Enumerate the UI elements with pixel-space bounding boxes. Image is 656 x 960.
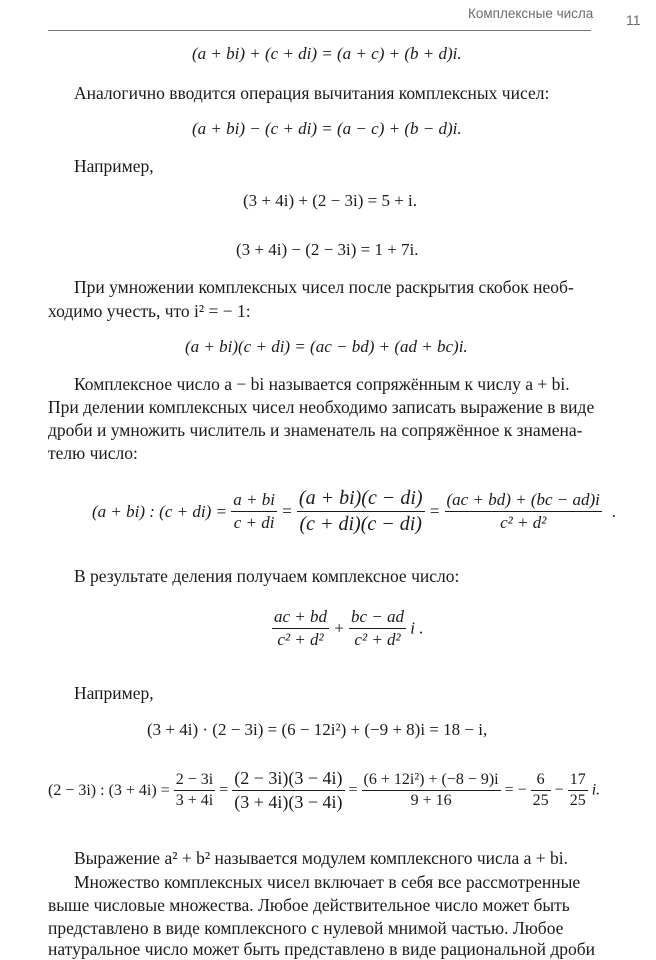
example-division-lhs: (2 − 3i) : (3 + 4i) = — [48, 781, 170, 799]
example-fraction-1-denominator: 3 + 4i — [175, 792, 214, 809]
division-fraction-2 — [297, 487, 425, 536]
formula-example-division: (2 − 3i) : (3 + 4i) = $\frac{2 - 3i}{3 + 4i}$ = $\frac{(2 - 3i)(3 - 4i)}{(3 + 4i)(3 - 4i)}$ = $\frac{\text{(6 + 12i²) + (−8 − 9)i}}{9 + 16}$ = − $\frac{6}{25}$ − $\frac{17}{25}$ i. — [48, 768, 601, 812]
paragraph-example-1: Например, — [74, 156, 154, 176]
example-fraction-5-denominator: 25 — [569, 792, 586, 809]
division-fraction-3-numerator: (ac + bd) + (bc − ad)i — [445, 490, 602, 512]
paragraph-sets-line-2: выше числовые множества. Любое действительное число может быть — [48, 895, 570, 915]
result-fraction-imag — [349, 607, 406, 650]
formula-addition: (a + bi) + (c + di) = (a + c) + (b + d)i. — [192, 44, 462, 63]
division-fraction-3 — [445, 490, 602, 533]
division-lhs: (a + bi) : (c + di) = — [92, 501, 227, 521]
formula-example-add: (3 + 4i) + (2 − 3i) = 5 + i. — [243, 191, 418, 210]
division-fraction-2-denominator: (c + di)(c − di) — [299, 513, 422, 535]
paragraph-multiplication-line-2: ходимо учесть, что i² = − 1: — [48, 301, 251, 321]
example-fraction-2 — [232, 768, 344, 813]
formula-example-sub: (3 + 4i) − (2 − 3i) = 1 + 7i. — [236, 240, 419, 259]
formula-multiplication: (a + bi)(c + di) = (ac − bd) + (ad + bc)i. — [185, 337, 468, 356]
example-fraction-4-denominator: 25 — [532, 792, 549, 809]
division-fraction-1 — [231, 490, 277, 533]
example-fraction-2-numerator: (2 − 3i)(3 − 4i) — [232, 768, 344, 791]
example-fraction-2-denominator: (3 + 4i)(3 − 4i) — [234, 792, 343, 812]
example-fraction-4-numerator: 6 — [531, 771, 551, 791]
page-number: 11 — [626, 12, 641, 28]
paragraph-sets-line-4: натуральное число может быть представлено в виде рациональной дроби — [48, 939, 596, 959]
example-fraction-1-numerator: 2 − 3i — [174, 771, 215, 791]
formula-division-result: $\frac{ac + bd}{\text{c² + d²}}$ + $\frac{bc - ad}{\text{c² + d²}}$ i . — [274, 607, 424, 649]
result-fraction-imag-denominator: c² + d² — [354, 630, 401, 649]
paragraph-sets-line-1: Множество комплексных чисел включает в себя все рассмотренные — [74, 872, 581, 892]
paragraph-division-result: В результате деления получаем комплексное число: — [74, 566, 460, 586]
paragraph-conjugate-line-3: дроби и умножить числитель и знаменатель на сопряжённое к знамена- — [48, 420, 583, 440]
example-fraction-3 — [362, 771, 501, 810]
result-fraction-real — [272, 607, 329, 650]
example-fraction-5 — [568, 771, 588, 810]
formula-subtraction: (a + bi) − (c + di) = (a − c) + (b − d)i. — [192, 119, 462, 138]
example-fraction-5-numerator: 17 — [568, 771, 588, 791]
example-fraction-3-denominator: 9 + 16 — [410, 792, 452, 809]
result-fraction-real-numerator: ac + bd — [272, 607, 329, 629]
division-fraction-1-numerator: a + bi — [231, 490, 277, 512]
formula-example-multiply: (3 + 4i) · (2 − 3i) = (6 − 12i²) + (−9 + 8)i = 18 − i, — [147, 720, 488, 739]
division-fraction-1-denominator: c + di — [233, 513, 275, 532]
paragraph-conjugate-line-2: При делении комплексных чисел необходимо записать выражение в виде — [48, 397, 595, 417]
example-fraction-1 — [174, 771, 215, 810]
example-fraction-4 — [531, 771, 551, 810]
result-fraction-imag-numerator: bc − ad — [349, 607, 406, 629]
division-fraction-2-numerator: (a + bi)(c − di) — [297, 487, 425, 512]
division-fraction-3-denominator: c² + d² — [500, 513, 547, 532]
paragraph-modulus: Выражение a² + b² называется модулем комплексного числа a + bi. — [74, 848, 568, 868]
example-division-tail: i. — [591, 781, 601, 799]
running-header-title: Комплексные числа — [468, 6, 594, 21]
paragraph-conjugate-line-4: телю число: — [48, 443, 138, 463]
paragraph-example-2: Например, — [74, 683, 154, 703]
header-rule — [48, 30, 591, 31]
example-fraction-3-numerator: (6 + 12i²) + (−8 − 9)i — [362, 771, 501, 791]
paragraph-conjugate-line-1: Комплексное число a − bi называется сопряжённым к числу a + bi. — [74, 374, 570, 394]
result-tail: i . — [410, 618, 424, 638]
paragraph-multiplication-line-1: При умножении комплексных чисел после раскрытия скобок необ- — [74, 277, 574, 297]
paragraph-subtraction: Аналогично вводится операция вычитания комплексных чисел: — [74, 83, 550, 103]
paragraph-sets-line-3: представлено в виде комплексного с нулевой мнимой частью. Любое — [48, 918, 564, 938]
formula-division: (a + bi) : (c + di) = $\frac{a + bi}{c + di}$ = $\frac{(a + bi)(c - di)}{(c + di)(c - di)}$ = $\frac{(ac + bd) + (bc - ad)i}{\text{c² + d²}}$ . — [92, 487, 617, 535]
result-fraction-real-denominator: c² + d² — [277, 630, 324, 649]
